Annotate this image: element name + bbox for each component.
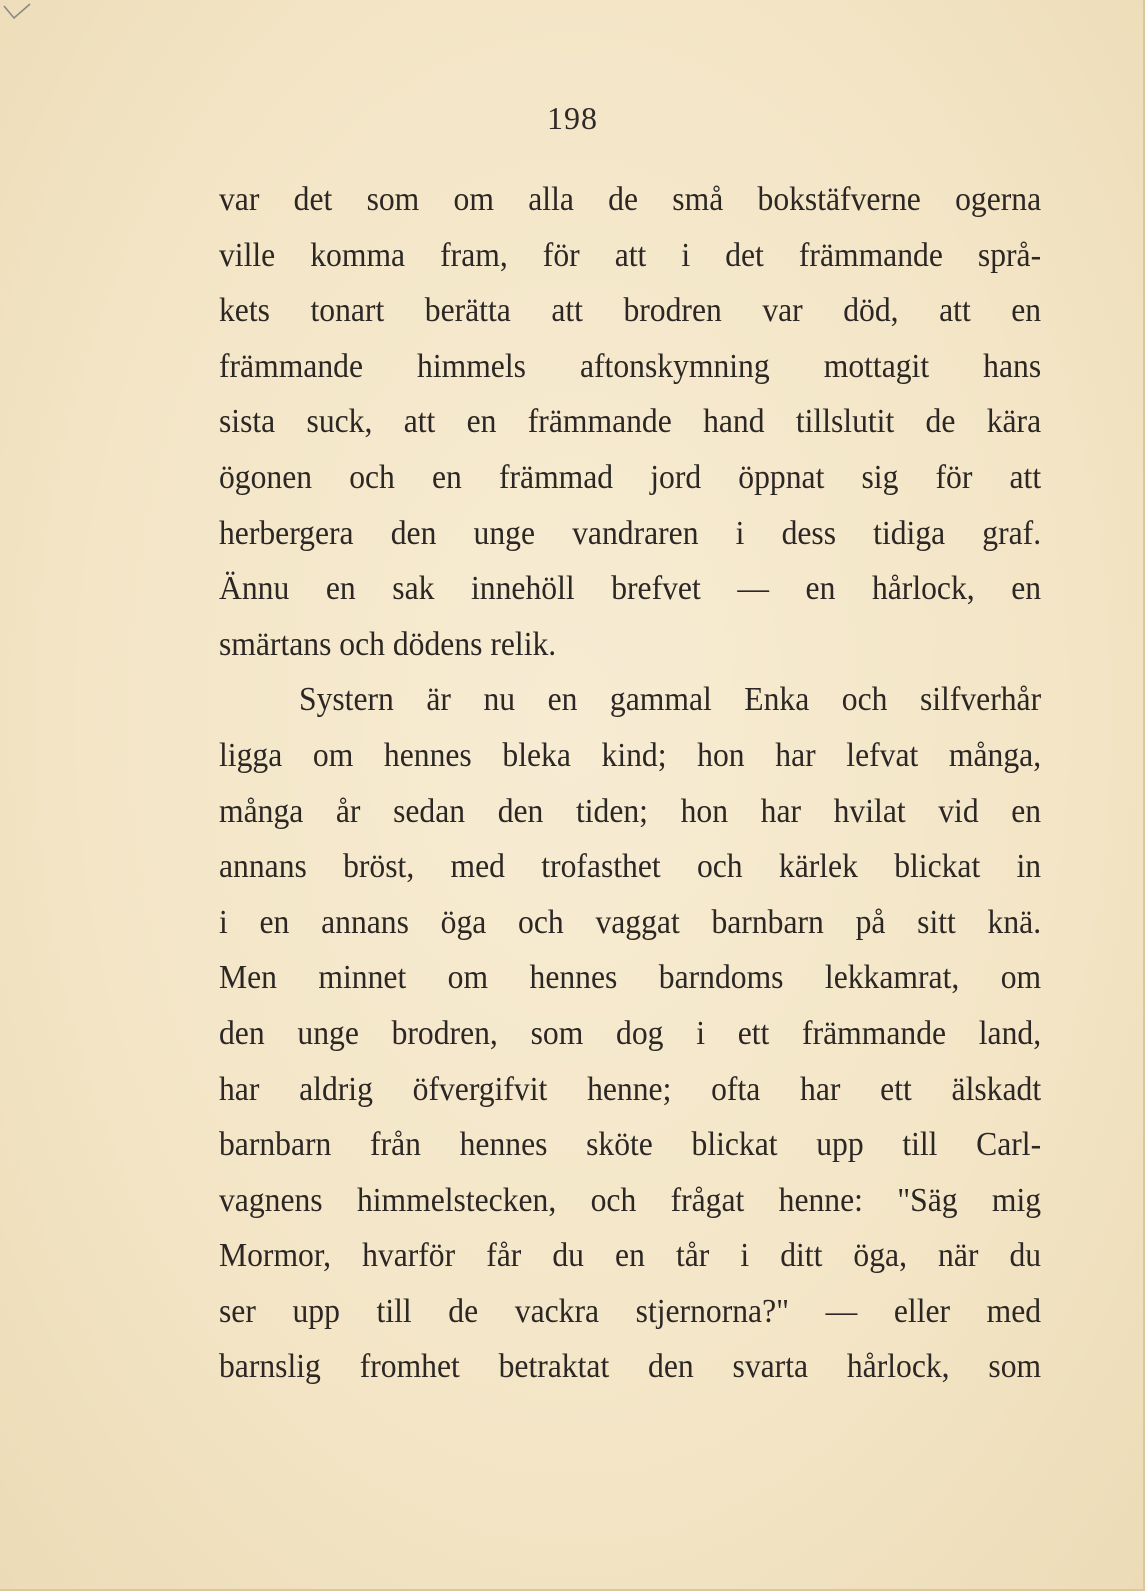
text-line: smärtans och dödens relik. [219, 625, 557, 663]
text-line: ögonen och en främmad jord öppnat sig för att [219, 458, 1042, 496]
paragraph [219, 172, 1042, 672]
text-line: många år sedan den tiden; hon har hvilat vid en [219, 792, 1042, 830]
text-line: annans bröst, med trofasthet och kärlek blickat in [219, 848, 1042, 886]
paragraph [219, 672, 1042, 1395]
text-line: sista suck, att en främmande hand tillslutit de kära [219, 403, 1042, 441]
text-line: herbergera den unge vandraren i dess tidiga graf. [219, 514, 1042, 552]
text-line: ser upp till de vackra stjernorna?" — eller med [219, 1292, 1042, 1330]
text-line: vagnens himmelstecken, och frågat henne: "Säg mig [219, 1181, 1042, 1219]
text-line: kets tonart berätta att brodren var död, att en [219, 292, 1042, 330]
text-line: Ännu en sak innehöll brefvet — en hårlock, en [219, 570, 1042, 608]
text-line: Mormor, hvarför får du en tår i ditt öga, när du [219, 1237, 1042, 1275]
text-line: var det som om alla de små bokstäfverne ogerna [219, 181, 1042, 218]
text-line: ligga om hennes bleka kind; hon har lefvat många, [219, 736, 1042, 774]
text-line: ville komma fram, för att i det främmande språ- [219, 236, 1042, 274]
text-line: främmande himmels aftonskymning mottagit hans [219, 347, 1042, 385]
text-line: den unge brodren, som dog i ett främmande land, [219, 1014, 1042, 1052]
corner-pencil-mark [2, 2, 32, 24]
text-line: Men minnet om hennes barndoms lekkamrat, om [219, 959, 1042, 997]
text-line: Systern är nu en gammal Enka och silfverhår [298, 681, 1042, 719]
text-line: barnslig fromhet betraktat den svarta hårlock, som [219, 1348, 1042, 1386]
body-text [219, 172, 1042, 1395]
text-line: har aldrig öfvergifvit henne; ofta har ett älskadt [219, 1070, 1042, 1108]
page-number: 198 [547, 100, 598, 136]
text-line: i en annans öga och vaggat barnbarn på sitt knä. [219, 903, 1042, 941]
text-line: barnbarn från hennes sköte blickat upp till Carl- [219, 1126, 1042, 1164]
